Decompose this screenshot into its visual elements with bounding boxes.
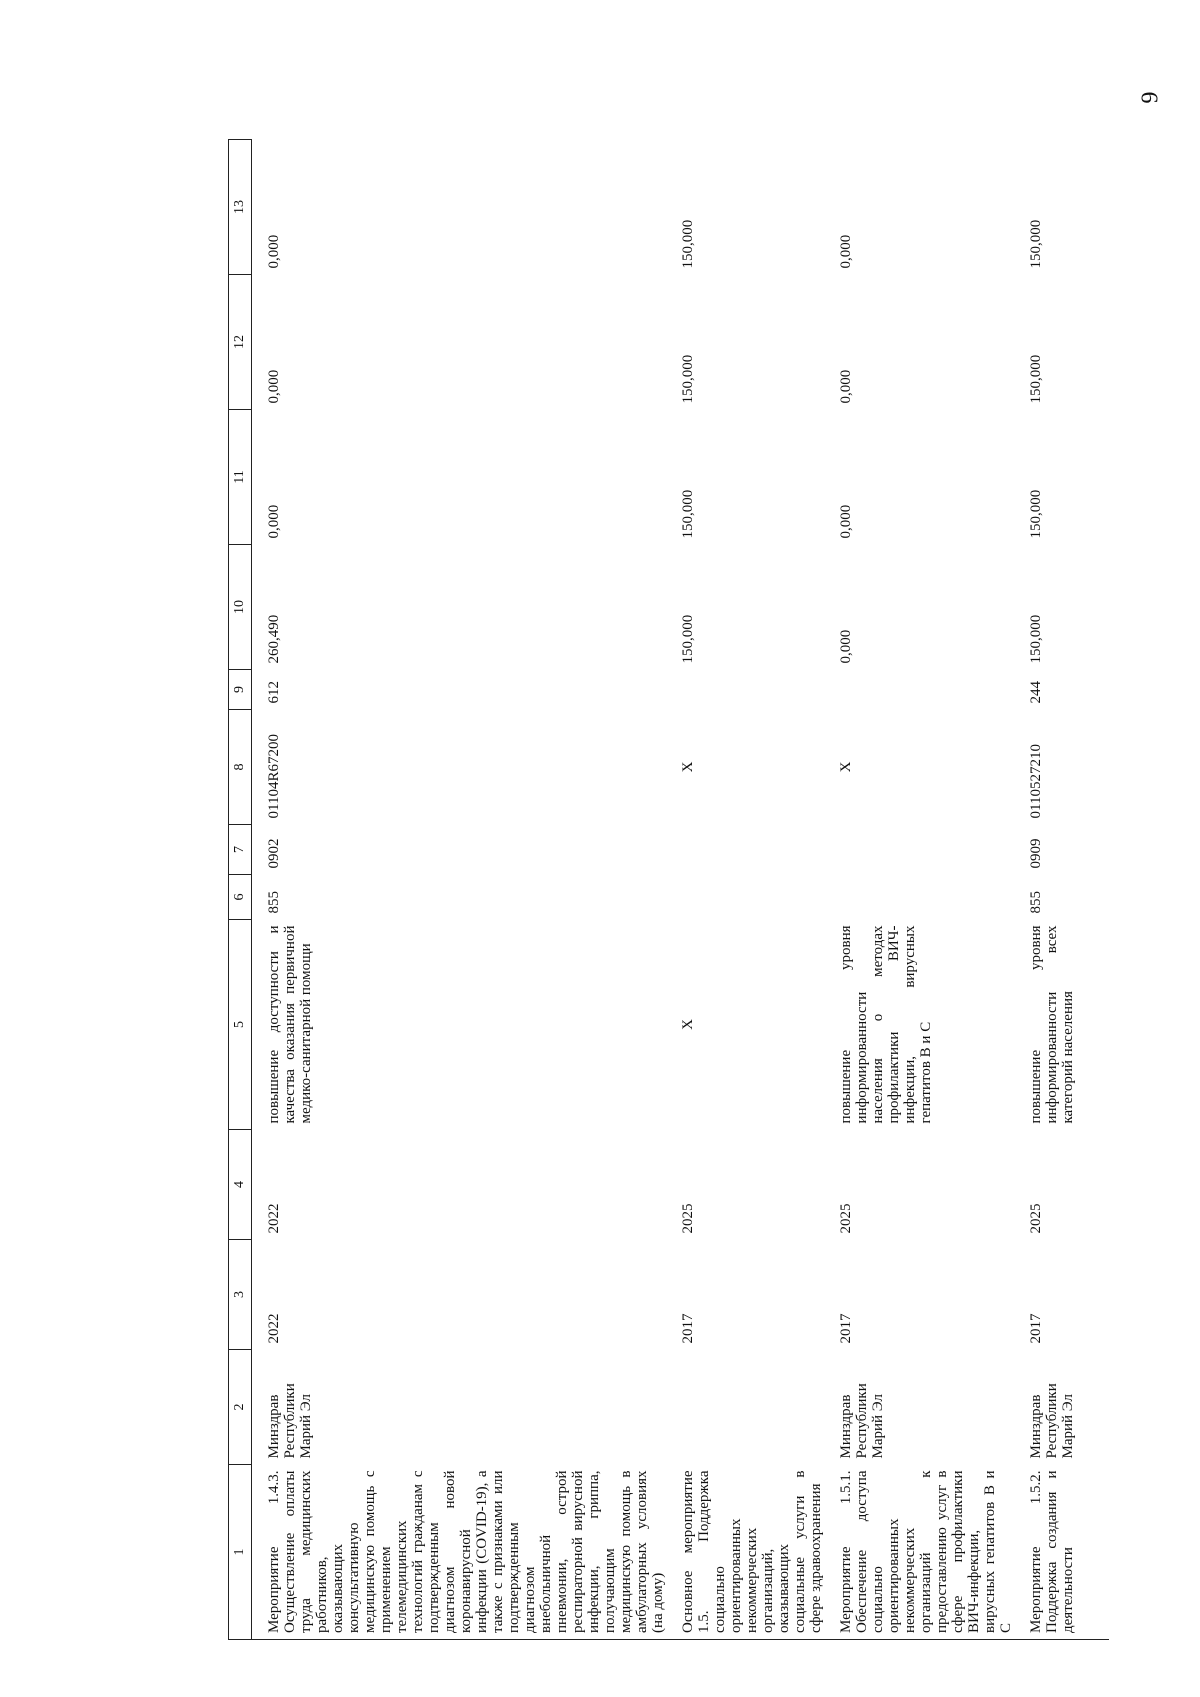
- cell-csr: 0110527210: [1028, 744, 1044, 819]
- cell-csr: 01104R67200: [266, 734, 282, 819]
- cell-rzpr: 0902: [266, 838, 282, 869]
- cell-amount-4: 0,000: [838, 234, 854, 269]
- cell-executor: Минздрав Республики Марий Эл: [266, 1383, 314, 1459]
- cell-vr: 244: [1028, 681, 1044, 704]
- cell-event-name: Мероприятие 1.4.3. Осуществление оплаты труда медицинских работников, оказывающих консультативную медицинскую помощь с применением телемедицинских технологий гражданам с подтвержденным диагнозом новой коронавирусной инфекции (COVID-19), а также с признаками или подтвержденным диагнозом внебольничной пневмонии, острой респираторной вирусной инфекции, гриппа, получающим медицинскую помощь в амбулаторных условиях (на дому): [252, 1465, 667, 1640]
- col-header-6: 6: [229, 875, 252, 920]
- cell-amount-2: 0,000: [266, 504, 282, 539]
- cell-amount-2: 150,000: [680, 489, 696, 539]
- cell-event-name: Мероприятие 1.5.2. Поддержка создания и деятельности: [1014, 1465, 1109, 1640]
- cell-start-year: 2017: [1028, 1313, 1044, 1344]
- cell-amount-4: 150,000: [680, 219, 696, 269]
- col-header-9: 9: [229, 670, 252, 710]
- col-header-4: 4: [229, 1130, 252, 1240]
- cell-expected-result: Х: [680, 1019, 696, 1030]
- col-header-3: 3: [229, 1240, 252, 1350]
- cell-amount-1: 0,000: [838, 629, 854, 664]
- cell-end-year: 2025: [838, 1203, 854, 1234]
- cell-grbs: 855: [1028, 891, 1044, 914]
- cell-amount-1: 260,490: [266, 614, 282, 664]
- cell-vr: 612: [266, 681, 282, 704]
- cell-expected-result: повышение уровня информированности населения о методах профилактики ВИЧ-инфекции, вирусных гепатитов В и С: [838, 925, 934, 1124]
- cell-amount-1: 150,000: [1028, 614, 1044, 664]
- cell-end-year: 2022: [266, 1203, 282, 1234]
- cell-vr: [824, 670, 1014, 710]
- cell-amount-3: 150,000: [1028, 354, 1044, 404]
- cell-executor: Минздрав Республики Марий Эл: [1028, 1383, 1076, 1459]
- table-row: [1014, 140, 1109, 1640]
- cell-grbs: [824, 875, 1014, 920]
- col-header-13: 13: [229, 140, 252, 275]
- col-header-2: 2: [229, 1350, 252, 1465]
- cell-vr: [666, 670, 824, 710]
- cell-event-name: Основное мероприятие 1.5. Поддержка социально ориентированных некоммерческих организаций, оказывающих социальные услуги в сфере здравоохранения: [666, 1465, 824, 1640]
- col-header-12: 12: [229, 275, 252, 410]
- cell-csr: Х: [680, 761, 696, 773]
- cell-end-year: 2025: [680, 1203, 696, 1234]
- table-row: [252, 140, 667, 1640]
- cell-end-year: 2025: [1028, 1203, 1044, 1234]
- rotated-table-container: [228, 140, 1200, 1640]
- program-table: [228, 139, 1109, 1640]
- cell-amount-2: 0,000: [838, 504, 854, 539]
- cell-amount-3: 150,000: [680, 354, 696, 404]
- cell-amount-3: 0,000: [838, 369, 854, 404]
- cell-rzpr: 0909: [1028, 838, 1044, 869]
- cell-csr: Х: [838, 761, 854, 773]
- cell-executor: [666, 1350, 824, 1465]
- cell-expected-result: повышение доступности и качества оказания первичной медико-санитарной помощи: [266, 925, 314, 1124]
- col-header-11: 11: [229, 410, 252, 545]
- cell-amount-1: 150,000: [680, 614, 696, 664]
- cell-rzpr: [666, 825, 824, 875]
- cell-expected-result: повышение уровня информированности всех категорий населения: [1028, 925, 1076, 1124]
- table-row: [666, 140, 824, 1640]
- table-header: [229, 140, 252, 1640]
- cell-start-year: 2017: [680, 1313, 696, 1344]
- col-header-1: 1: [229, 1465, 252, 1640]
- cell-start-year: 2022: [266, 1313, 282, 1344]
- cell-amount-4: 0,000: [266, 234, 282, 269]
- col-header-7: 7: [229, 825, 252, 875]
- cell-amount-4: 150,000: [1028, 219, 1044, 269]
- cell-event-name: Мероприятие 1.5.1. Обеспечение доступа социально ориентированных некоммерческих организаций к предоставлению услуг в сфере профилактики ВИЧ-инфекции, вирусных гепатитов В и С: [824, 1465, 1014, 1640]
- table-row: [824, 140, 1014, 1640]
- cell-grbs: 855: [266, 891, 282, 914]
- cell-amount-2: 150,000: [1028, 489, 1044, 539]
- page-number: 6: [1135, 91, 1162, 104]
- col-header-5: 5: [229, 920, 252, 1130]
- col-header-10: 10: [229, 545, 252, 670]
- col-header-8: 8: [229, 710, 252, 825]
- cell-start-year: 2017: [838, 1313, 854, 1344]
- cell-rzpr: [824, 825, 1014, 875]
- cell-amount-3: 0,000: [266, 369, 282, 404]
- cell-grbs: [666, 875, 824, 920]
- cell-executor: Минздрав Республики Марий Эл: [838, 1383, 886, 1459]
